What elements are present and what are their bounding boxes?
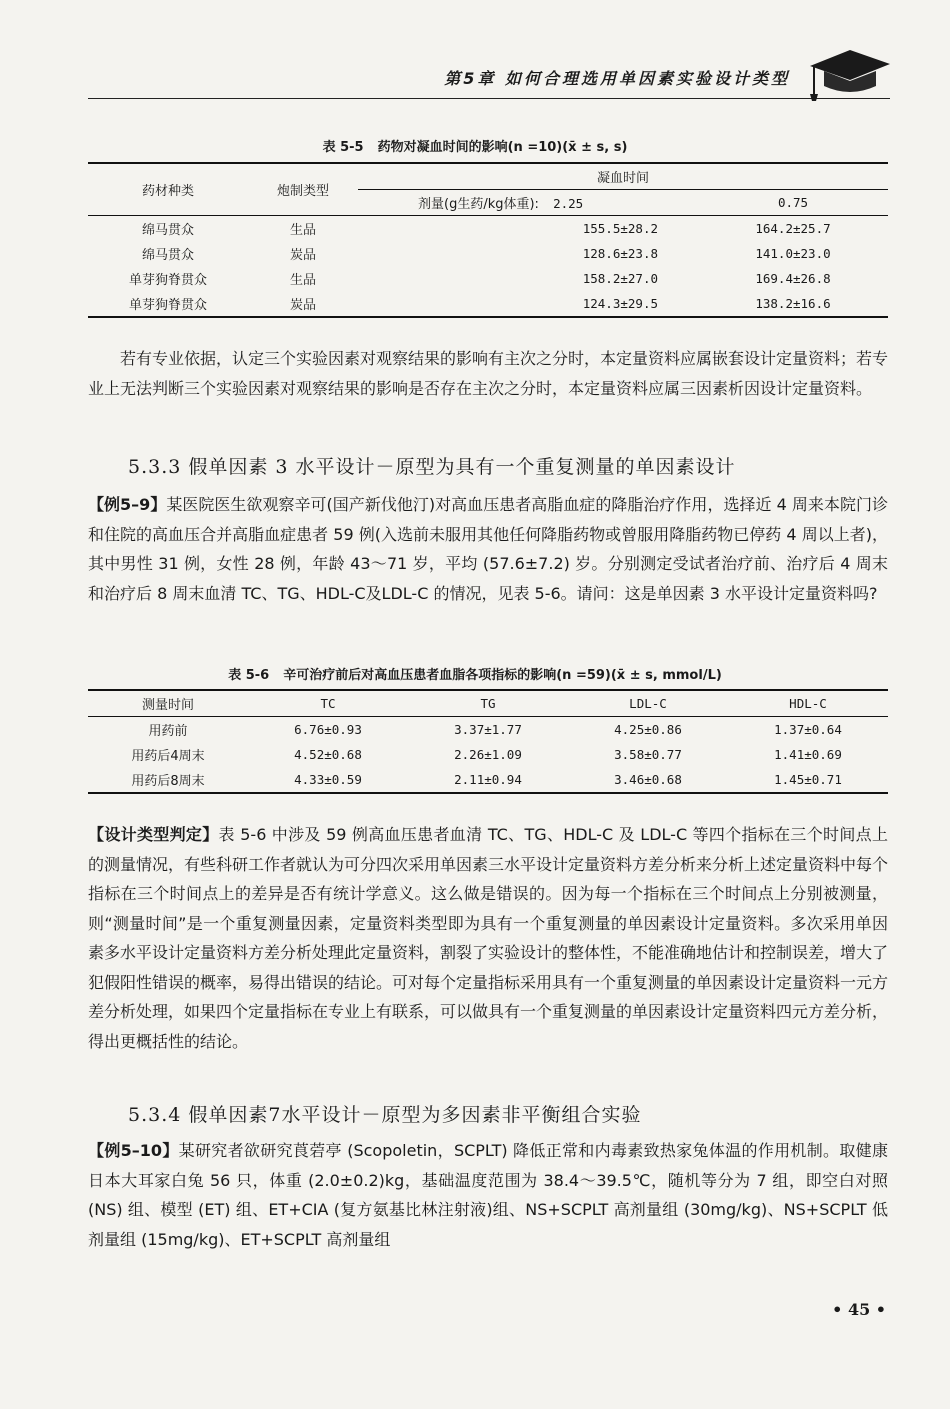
cell-value: 3.58±0.77 (614, 747, 682, 762)
table-row (88, 742, 888, 767)
cell-time: 用药前 (148, 724, 188, 739)
table-row (88, 216, 888, 242)
cell-value: 6.76±0.93 (294, 722, 362, 737)
running-header (88, 62, 890, 99)
cell-value: 158.2±27.0 (582, 271, 658, 286)
cell-value: 2.11±0.94 (408, 767, 568, 793)
cell-process: 炭品 (289, 248, 316, 263)
cell-value: 1.41±0.69 (774, 747, 842, 762)
table-row (88, 241, 888, 266)
example-5-9 (88, 490, 888, 608)
cell-value: 1.45±0.71 (728, 767, 888, 793)
example-5-10 (88, 1136, 888, 1254)
cell-herb: 绵马贯众 (141, 223, 194, 238)
cell-value: 164.2±25.7 (755, 221, 831, 236)
cell-time: 用药后8周末 (88, 767, 248, 793)
cell-value: 4.33±0.59 (248, 767, 408, 793)
cell-process: 生品 (289, 273, 316, 288)
table-title: 药物对凝血时间的影响(n =10)(x̄ ± s, s) (377, 140, 628, 155)
header-coag-time: 凝血时间 (358, 163, 888, 190)
table-row (88, 291, 888, 317)
section-heading-5-3-3: 5.3.3 假单因素 3 水平设计－原型为具有一个重复测量的单因素设计 (128, 456, 736, 478)
table-5-5 (88, 162, 888, 318)
judgement-text: 表 5-6 中涉及 59 例高血压患者血清 TC、TG、HDL-C 及 LDL-C 等四个指标在三个时间点上的测量情况，有些科研工作者就认为可分四次采用单因素三水平设计定量资料方差分析来分析上述定量资料中每个指标在三个时间点上的差异是否有统计学意义。这么做是错误的。因为每一个指标在三个时间点上分别被测量，则“测量时间”是一个重复测量因素，定量资料类型即为具有一个重复测量的单因素设计定量资料。多次采用单因素多水平设计定量资料方差分析处理此定量资料，割裂了实验设计的整体性，不能准确地估计和控制误差，增大了犯假阳性错误的概率，易得出错误的结论。可对每个定量指标采用具有一个重复测量的单因素设计定量资料一元方差分析处理，如果四个定量指标在专业上有联系，可以做具有一个重复测量的单因素设计定量资料四元方差分析，得出更概括性的结论。 (88, 825, 889, 1051)
header-process: 炮制类型 (248, 163, 358, 216)
cell-value: 128.6±23.8 (582, 246, 658, 261)
table-number: 表 5-6 (228, 668, 270, 683)
table-row (88, 767, 888, 793)
header-time: 测量时间 (88, 690, 248, 717)
header-ldl: LDL-C (568, 690, 728, 717)
cell-value: 155.5±28.2 (582, 221, 658, 236)
example-text: 某研究者欲研究莨菪亭 (Scopoletin，SCPLT) 降低正常和内毒素致热家兔体温的作用机制。取健康日本大耳家白兔 56 只，体重 (2.0±0.2)kg，基础温度范围为 38.4～39.5℃，随机等分为 7 组，即空白对照 (NS) 组、模型 (ET) 组、ET+CIA (复方氨基比林注射液)组、NS+SCPLT 高剂量组 (30mg/kg)、NS+SCPLT 低剂量组 (15mg/kg)、ET+SCPLT 高剂量组 (88, 1141, 888, 1249)
header-herb: 药材种类 (88, 163, 248, 216)
cell-value: 2.26±1.09 (454, 747, 522, 762)
cell-value: 1.37±0.64 (774, 722, 842, 737)
cell-value: 169.4±26.8 (755, 271, 831, 286)
table-5-6-caption (0, 664, 950, 683)
example-text: 某医院医生欲观察辛可(国产新伐他汀)对高血压患者高脂血症的降脂治疗作用，选择近 4 周来本院门诊和住院的高血压合并高脂血症患者 59 例(入选前未服用其他任何降脂药物或曾服用降脂药物已停药 4 周以上者)，其中男性 31 例，女性 28 例，年龄 43～71 岁，平均 (57.6±7.2) 岁。分别测定受试者治疗前、治疗后 4 周末和治疗后 8 周末血清 TC、TG、HDL-C及LDL-C 的情况，见表 5-6。请问：这是单因素 3 水平设计定量资料吗? (88, 495, 888, 603)
cell-process: 炭品 (248, 291, 358, 317)
table-number: 表 5-5 (322, 140, 364, 155)
dose-label: 剂量(g生药/kg体重): (418, 197, 539, 212)
header-tg: TG (408, 690, 568, 717)
example-tag: 【例5–10】 (88, 1141, 179, 1160)
table-5-6 (88, 689, 888, 794)
cell-value: 138.2±16.6 (698, 291, 888, 317)
table-title: 辛可治疗前后对高血压患者血脂各项指标的影响(n =59)(x̄ ± s, mmol/L) (283, 668, 722, 683)
cell-value: 4.52±0.68 (294, 747, 362, 762)
design-judgement (88, 820, 888, 1056)
dose-high: 2.25 (553, 196, 584, 211)
cell-value: 124.3±29.5 (358, 291, 698, 317)
cell-herb: 单芽狗脊贯众 (128, 273, 207, 288)
cell-value: 3.37±1.77 (454, 722, 522, 737)
page-number: • 45 • (832, 1300, 886, 1319)
judgement-tag: 【设计类型判定】 (88, 825, 219, 844)
section-heading-5-3-4: 5.3.4 假单因素7水平设计－原型为多因素非平衡组合实验 (128, 1104, 642, 1126)
example-tag: 【例5–9】 (88, 495, 167, 514)
cell-value: 141.0±23.0 (755, 246, 831, 261)
cell-value: 4.25±0.86 (614, 722, 682, 737)
dose-low: 0.75 (698, 190, 888, 216)
cell-herb: 绵马贯众 (141, 248, 194, 263)
header-hdl: HDL-C (728, 690, 888, 717)
cell-time: 用药后4周末 (131, 749, 205, 764)
table-row (88, 266, 888, 291)
paragraph-design-note: 若有专业依据，认定三个实验因素对观察结果的影响有主次之分时，本定量资料应属嵌套设计定量资料；若专业上无法判断三个实验因素对观察结果的影响是否存在主次之分时，本定量资料应属三因素析因设计定量资料。 (88, 349, 889, 398)
table-5-5-caption (0, 136, 950, 155)
chapter-title: 第5章 如何合理选用单因素实验设计类型 (444, 69, 790, 88)
header-tc: TC (248, 690, 408, 717)
cell-herb: 单芽狗脊贯众 (88, 291, 248, 317)
graduation-cap-icon (802, 44, 892, 104)
cell-process: 生品 (289, 223, 316, 238)
table-row (88, 717, 888, 743)
cell-value: 3.46±0.68 (568, 767, 728, 793)
